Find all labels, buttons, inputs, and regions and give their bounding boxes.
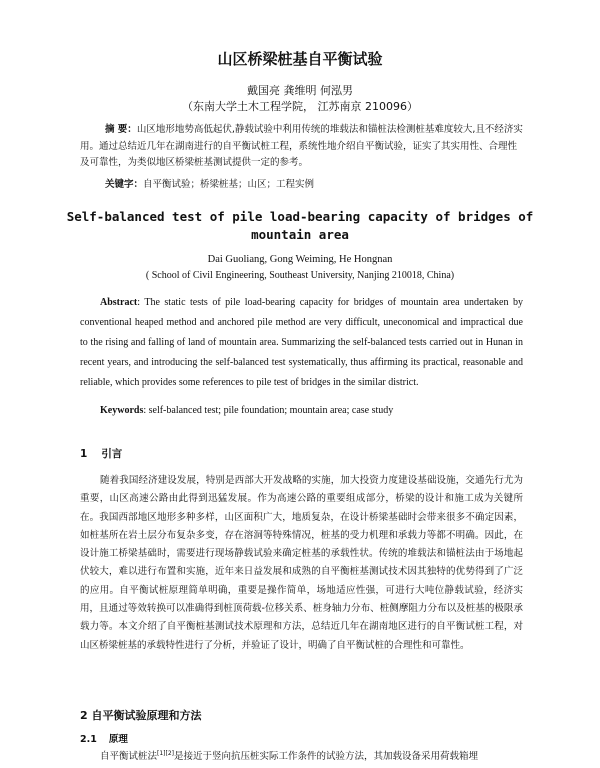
section-2-1-heading (80, 731, 128, 745)
citation: [1][2] (157, 749, 175, 757)
keywords-cn-label: 关键字： (105, 179, 144, 190)
authors-cn: 戴国亮 龚维明 何泓男 (247, 84, 353, 97)
keywords-cn-text: 自平衡试验；桥梁桩基；山区；工程实例 (143, 179, 315, 190)
abstract-cn-label: 摘 要： (105, 124, 137, 135)
section-1-heading (80, 446, 122, 461)
authors-en: Dai Guoliang, Gong Weiming, He Hongnan (207, 254, 393, 265)
abstract-en-text: : The static tests of pile load-bearing capacity for bridges of mountain area undertaken by conventional heaped method and anchored pile method are very difficult, uneconomical and impractical due to the rising and falling of land of mountain area. Summarizing the self-balanced tests carried out in Hunan in recent years, and introducing the self-balanced test systematically, thus affirming its practical, reasonable and reliable, which provides some references to pile test of bridges in the similar district. (80, 297, 523, 388)
keywords-en (100, 405, 520, 416)
section-1-title: 引言 (101, 448, 123, 460)
keywords-en-text: : self-balanced test; pile foundation; mountain area; case study (143, 405, 394, 416)
section-2-heading: 2 自平衡试验原理和方法 (80, 709, 202, 722)
abstract-en (80, 293, 523, 393)
section-2-1-text-before: 自平衡试桩法 (100, 751, 158, 762)
section-1-paragraph: 随着我国经济建设发展，特别是西部大开发战略的实施，加大投资力度建设基础设施，交通先行尤为重要，山区高速公路由此得到迅猛发展。作为高速公路的重要组成部分，桥梁的设计和施工成为关键所在。我国西部地区地形多种多样，山区面积广大，地质复杂，在设计桥梁基础时会带来很多不确定因素，如桩基所在岩土层分布复杂多变，存在溶洞等特殊情况，桩基的受力机理和承载力等都不明确。因此，在设计施工桥梁基础时，需要进行现场静载试验来确定桩基的承载性状。传统的堆载法和锚桩法由于场地起伏较大，难以进行布置和实施，近年来日益发展和成熟的自平衡桩基测试技术因其独特的优势得到了广泛的应用。自平衡试桩原理简单明确，重要是操作简单，场地适应性强，可进行大吨位静载试验，经济实用，且通过等效转换可以准确得到桩顶荷载-位移关系、桩身轴力分布、桩侧摩阻力分布以及桩基的极限承载力等。本文介绍了自平衡桩基测试技术原理和方法，总结近几年在湖南地区进行的自平衡试桩工程，对山区桥梁桩基的承载特性进行了分析，并验证了设计，明确了自平衡试桩的合理性和可靠性。 (80, 475, 523, 651)
section-2-1-number: 2.1 (80, 734, 97, 745)
abstract-cn (80, 122, 525, 172)
section-2-1-title: 原理 (108, 734, 128, 745)
section-2-1-paragraph (100, 748, 523, 762)
section-1-number: 1 (80, 448, 88, 460)
abstract-cn-text: 山区地形地势高低起伏,静载试验中利用传统的堆载法和锚桩法检测桩基难度较大,且不经济实用。通过总结近几年在湖南进行的自平衡试桩工程，系统性地介绍自平衡试验，证实了其实用性、合理性及可靠性，为类似地区桥梁桩基测试提供一定的参考。 (80, 124, 523, 168)
affiliation-en: ( School of Civil Engineering, Southeast University, Nanjing 210018, China) (145, 270, 455, 281)
section-2-1-text-after: 是接近于竖向抗压桩实际工作条件的试验方法，其加载设备采用荷载箱埋 (174, 751, 479, 762)
keywords-en-label: Keywords (100, 405, 144, 416)
paper-title-en: Self-balanced test of pile load-bearing capacity of bridges of mountain area (66, 209, 534, 242)
affiliation-cn: （东南大学土木工程学院， 江苏南京 210096） (182, 100, 418, 113)
abstract-en-label: Abstract (100, 297, 138, 308)
paper-title-cn: 山区桥梁桩基自平衡试验 (217, 50, 383, 68)
keywords-cn (105, 176, 525, 190)
